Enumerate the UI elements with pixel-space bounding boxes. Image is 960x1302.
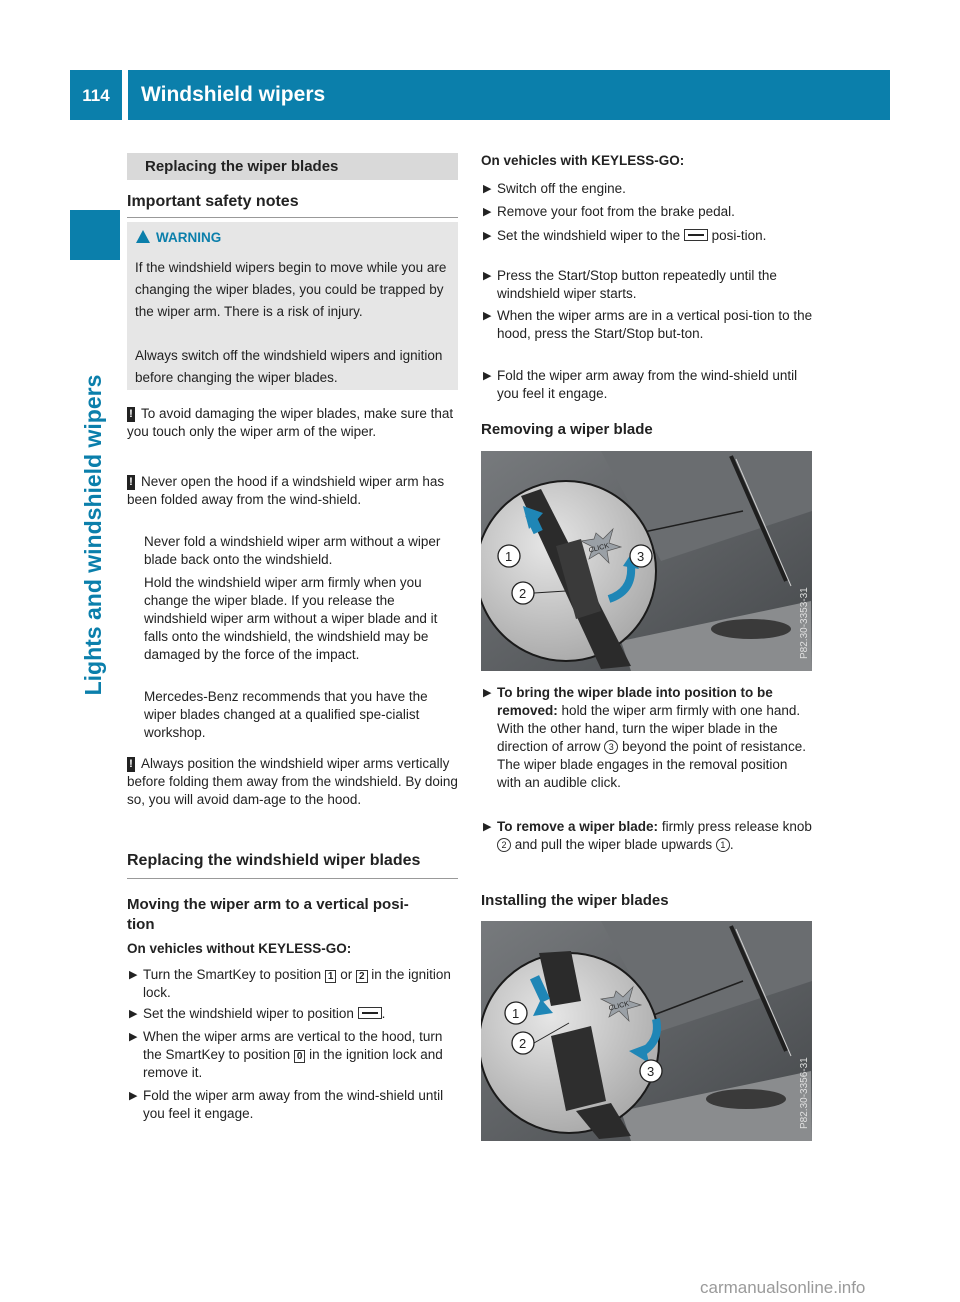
wiper-position-symbol-icon: [684, 229, 708, 241]
wiper-illustration-2: [481, 921, 812, 1141]
warning-header: [136, 230, 221, 245]
caution-icon: !: [127, 407, 135, 422]
caution-icon: !: [127, 475, 135, 490]
removing-heading: Removing a wiper blade: [481, 421, 653, 438]
list-item: [129, 966, 458, 1002]
list-item: [483, 203, 813, 221]
step-text: Set the windshield wiper to the: [497, 228, 681, 243]
replacing-heading: Replacing the windshield wiper blades: [127, 852, 458, 879]
note-2-text: Never open the hood if a windshield wiper arm has been folded away from the wind-shield.: [127, 474, 445, 507]
key-position-1: 1: [325, 970, 337, 983]
list-item: ▶ Set the windshield wiper to position .: [129, 1006, 386, 1021]
step-text: in the ignition lock.: [143, 967, 451, 1000]
warning-para-2: Always switch off the windshield wipers and ignition before changing the wiper blades.: [135, 348, 443, 385]
arrow-bullet-icon: ▶: [483, 270, 492, 282]
step-text: beyond the point of resistance.: [622, 739, 806, 754]
arrow-bullet-icon: ▶: [129, 1008, 138, 1020]
page-number: 114: [82, 86, 110, 105]
step-text: Turn the SmartKey to position: [143, 967, 322, 982]
arrow-bullet-icon: ▶: [483, 206, 492, 218]
note-2c: Hold the windshield wiper arm firmly when you change the wiper blade. If you release the windshield wiper arm without a wiper blade and it falls onto the windshield, the windshield may be damaged by the force of the impact.: [144, 575, 438, 662]
list-item: [483, 267, 813, 303]
step-text: in the ignition lock and remove it.: [143, 1047, 443, 1080]
step-text: hold the wiper arm firmly with one hand. With the other hand, turn the wiper blade in the direction of arrow: [497, 703, 801, 754]
section-title: Replacing the wiper blades: [127, 153, 458, 180]
side-tab-marker: [70, 210, 120, 260]
step-text: The wiper blade engages in the removal position with an audible click.: [497, 757, 788, 790]
step-bold-text: To remove a wiper blade:: [497, 819, 659, 834]
step-text: and pull the wiper blade upwards: [514, 837, 713, 852]
step-text: or: [340, 967, 353, 982]
step-text: posi-tion.: [711, 228, 767, 243]
warning-para-1: If the windshield wipers begin to move while you are changing the wiper blades, you could be trapped by the wiper arm. There is a risk of injury.: [135, 260, 447, 319]
step-text: When the wiper arms are in a vertical posi-tion to the hood, press the Start/Stop but-ton.: [497, 308, 813, 341]
arrow-bullet-icon: ▶: [129, 1031, 138, 1043]
warning-triangle-icon: [136, 230, 150, 243]
knob-2-ref: 2: [497, 838, 511, 852]
side-tab-label: Lights and windshield wipers: [80, 374, 106, 696]
click-label: CLICK: [608, 1000, 630, 1013]
step-text: Remove your foot from the brake pedal.: [497, 204, 735, 219]
list-item: [483, 684, 813, 792]
watermark: carmanualsonline.info: [700, 1278, 866, 1297]
callout-1: 1: [512, 1006, 520, 1021]
note-3: [127, 755, 458, 809]
note-1: [127, 405, 458, 441]
arrow-bullet-icon: ▶: [129, 969, 138, 981]
step-text: Fold the wiper arm away from the wind-shield until you feel it engage.: [143, 1088, 444, 1121]
list-item: [483, 227, 813, 245]
list-item: [483, 307, 813, 343]
list-item: [129, 1087, 458, 1123]
list-item: [129, 1028, 458, 1082]
note-3-text: Always position the windshield wiper arms vertically before folding them away from the windshield. By doing so, you will avoid dam-age to the hood.: [127, 756, 458, 807]
step-text: Press the Start/Stop button repeatedly until the windshield wiper starts.: [497, 268, 777, 301]
step-text: When the wiper arms are vertical to the hood, turn the SmartKey to position: [143, 1029, 443, 1062]
callout-3: 3: [637, 549, 645, 564]
arrow-bullet-icon: ▶: [129, 1090, 138, 1102]
callout-1: 1: [505, 549, 513, 564]
arrow-bullet-icon: ▶: [483, 230, 492, 242]
list-item: [483, 180, 813, 198]
click-label: CLICK: [588, 542, 610, 555]
wiper-illustration-1: [481, 451, 812, 671]
figure-code-2: P82.30-3356-31: [799, 1057, 810, 1129]
callout-2: 2: [519, 1036, 527, 1051]
with-keyless-label: On vehicles with KEYLESS-GO:: [481, 153, 685, 168]
warning-label: WARNING: [156, 230, 222, 245]
arrow-3-ref: 3: [604, 740, 618, 754]
without-keyless-label: On vehicles without KEYLESS-GO:: [127, 941, 352, 956]
arrow-1-ref: 1: [716, 838, 730, 852]
callout-2: 2: [519, 586, 527, 601]
wiper-position-symbol-icon: [358, 1007, 382, 1019]
arrow-bullet-icon: ▶: [483, 310, 492, 322]
note-2: [127, 473, 458, 509]
caution-icon: !: [127, 757, 135, 772]
note-2b: Never fold a windshield wiper arm without a wiper blade back onto the windshield.: [144, 534, 441, 567]
note-2d: Mercedes-Benz recommends that you have the wiper blades changed at a qualified spe-cialist workshop.: [144, 689, 428, 740]
figure-code-1: P82.30-3353-31: [799, 587, 810, 659]
step-bold-text: To bring the wiper blade into position to be removed:: [497, 685, 773, 718]
figure-removing-wiper-blade: [481, 451, 812, 671]
arrow-bullet-icon: ▶: [483, 821, 492, 833]
safety-heading: Important safety notes: [127, 193, 458, 218]
page-title: Windshield wipers: [141, 83, 326, 106]
installing-heading: Installing the wiper blades: [481, 892, 669, 909]
key-position-0: 0: [294, 1050, 306, 1063]
step-text: Set the windshield wiper to position: [143, 1006, 354, 1021]
moving-heading-line2: tion: [127, 916, 155, 933]
step-text: Switch off the engine.: [497, 181, 626, 196]
arrow-bullet-icon: ▶: [483, 183, 492, 195]
list-item: [483, 367, 813, 403]
step-text: Fold the wiper arm away from the wind-shield until you feel it engage.: [497, 368, 798, 401]
key-position-2: 2: [356, 970, 368, 983]
list-item: ▶ To remove a wiper blade: firmly press release knob 2 and pull the wiper blade upwards 1 .: [483, 819, 812, 852]
figure-installing-wiper-blades: [481, 921, 812, 1141]
step-text: firmly press release knob: [661, 819, 812, 834]
moving-heading-line1: Moving the wiper arm to a vertical posi-: [127, 896, 409, 913]
callout-3: 3: [647, 1064, 655, 1079]
arrow-bullet-icon: ▶: [483, 370, 492, 382]
note-1-text: To avoid damaging the wiper blades, make sure that you touch only the wiper arm of the wiper.: [127, 406, 454, 439]
arrow-bullet-icon: ▶: [483, 687, 492, 699]
